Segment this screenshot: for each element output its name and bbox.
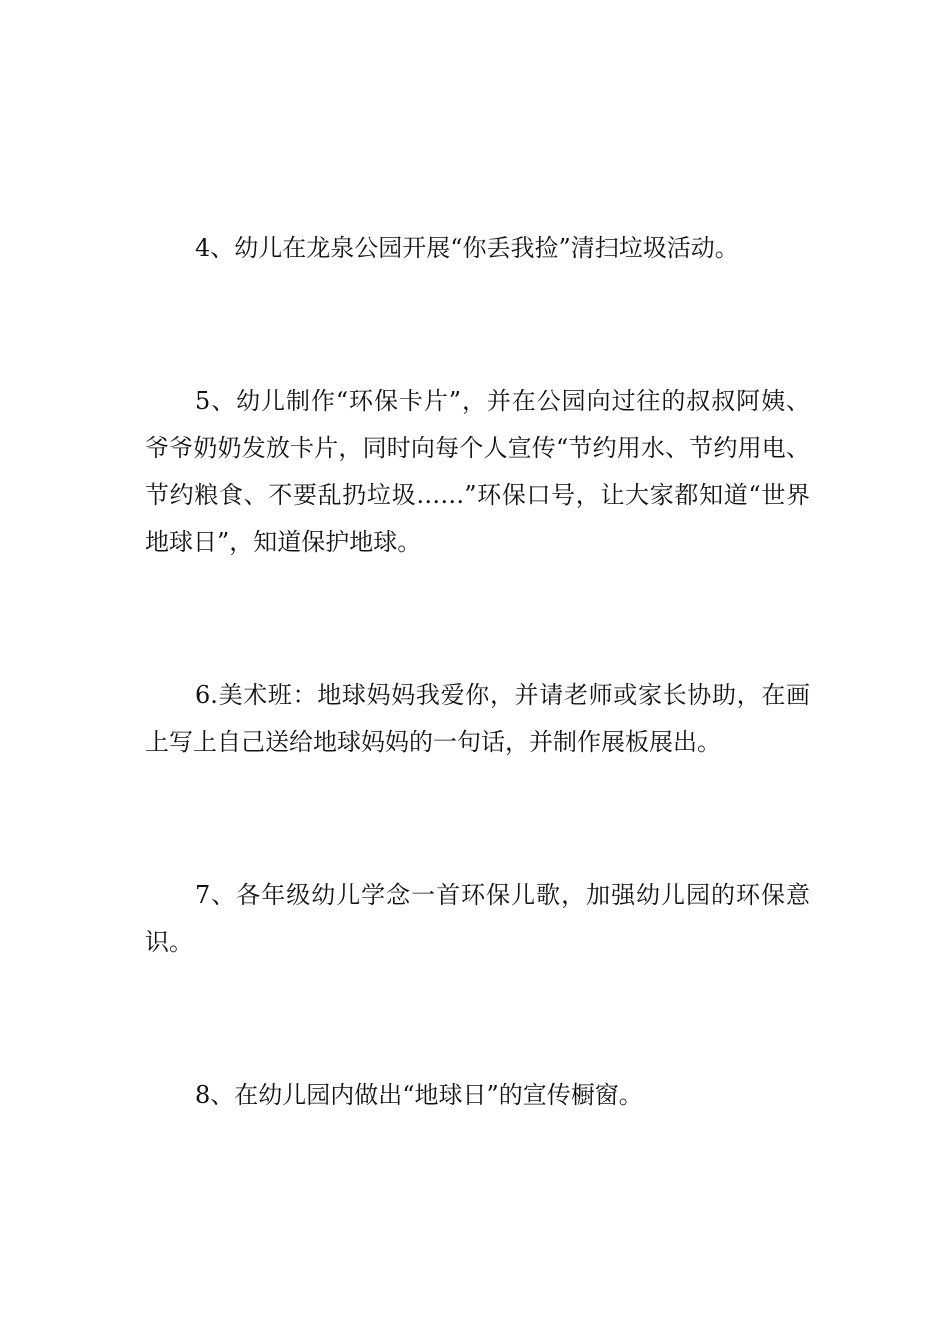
paragraph-item-6: 6.美术班：地球妈妈我爱你，并请老师或家长协助，在画上写上自己送给地球妈妈的一句话，并制作展板展出。 <box>145 681 810 756</box>
paragraph-item-4: 4、幼儿在龙泉公园开展“你丢我捡”清扫垃圾活动。 <box>195 234 739 262</box>
paragraph-item-8: 8、在幼儿园内做出“地球日”的宣传橱窗。 <box>195 1081 643 1109</box>
paragraph-item-5: 5、幼儿制作“环保卡片”，并在公园向过往的叔叔阿姨、爷爷奶奶发放卡片，同时向每个人宣传“节约用水、节约用电、节约粮食、不要乱扔垃圾……”环保口号，让大家都知道“世界地球日”，知道保护地球。 <box>145 387 810 556</box>
paragraph-item-7: 7、各年级幼儿学念一首环保儿歌，加强幼儿园的环保意识。 <box>145 881 810 956</box>
